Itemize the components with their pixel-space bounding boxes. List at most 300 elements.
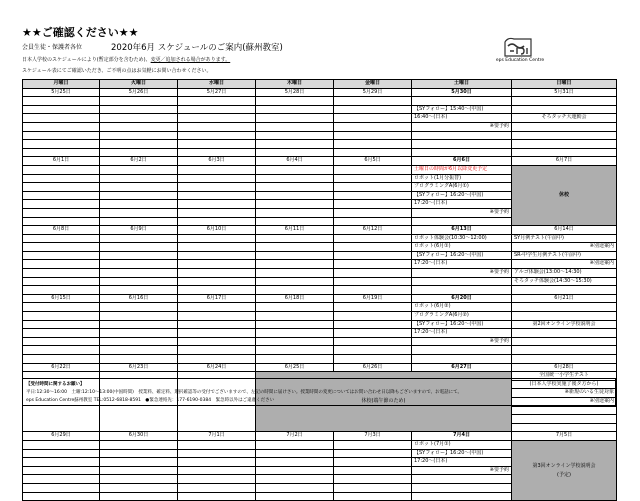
calendar-cell [334, 131, 412, 140]
calendar-cell [334, 269, 412, 278]
date-cell: 5月26日 [100, 88, 178, 97]
calendar-cell [256, 475, 334, 484]
calendar-cell [334, 251, 412, 260]
calendar-cell [23, 243, 100, 252]
date-cell: 7月1日 [178, 432, 256, 441]
calendar-cell [23, 191, 100, 200]
sunday-holiday: 休校 [512, 165, 617, 225]
schedule-note [22, 56, 230, 63]
calendar-cell [178, 337, 256, 346]
sunday-event-block [512, 440, 617, 500]
sunday-line: ※新規のいる生徒対象 [512, 389, 617, 398]
week-line-row [23, 260, 617, 269]
calendar-cell [23, 312, 100, 321]
calendar-cell [256, 329, 334, 338]
date-cell: 6月10日 [178, 226, 256, 235]
saturday-line: ※要予約 [412, 122, 512, 131]
calendar-cell [256, 312, 334, 321]
calendar-cell [23, 475, 100, 484]
date-cell: 5月29日 [334, 88, 412, 97]
calendar-cell [100, 466, 178, 475]
calendar-cell [23, 337, 100, 346]
weekday-2: 水曜日 [178, 80, 256, 89]
week-date-row [23, 294, 617, 303]
calendar-cell [334, 122, 412, 131]
calendar-cell [100, 165, 178, 174]
saturday-line: 【SYフォロー】16:20～(中国) [412, 251, 512, 260]
sunday-line: ※別途案内 [512, 397, 617, 406]
week-line-row [23, 165, 617, 174]
schedule-calendar [22, 79, 617, 501]
calendar-cell [100, 320, 178, 329]
calendar-cell [178, 122, 256, 131]
sunday-line [512, 346, 617, 355]
date-cell: 6月5日 [334, 157, 412, 166]
calendar-cell [100, 458, 178, 467]
sunday-line [512, 148, 617, 157]
calendar-cell [334, 346, 412, 355]
date-cell: 5月30日 [412, 88, 512, 97]
holiday-block: 休校(端午節のため) [256, 372, 512, 432]
calendar-cell [256, 260, 334, 269]
calendar-cell [256, 337, 334, 346]
calendar-cell [178, 492, 256, 501]
date-cell: 5月27日 [178, 88, 256, 97]
calendar-cell [178, 269, 256, 278]
page-title: 2020年6月 スケジュールのご案内(蘇州教室) [111, 43, 283, 53]
sunday-line [512, 406, 617, 415]
sunday-line [512, 97, 617, 106]
weekday-header-row [23, 80, 617, 89]
calendar-cell [334, 148, 412, 157]
week-line-row [23, 337, 617, 346]
calendar-cell [100, 277, 178, 286]
calendar-cell [334, 492, 412, 501]
date-cell: 6月16日 [100, 294, 178, 303]
calendar-cell [334, 475, 412, 484]
calendar-cell [334, 191, 412, 200]
saturday-line: ロボット(6月②) [412, 303, 512, 312]
calendar-cell [23, 122, 100, 131]
week-date-row [23, 363, 617, 372]
date-cell: 5月25日 [23, 88, 100, 97]
calendar-cell [334, 97, 412, 106]
addressee-label: 会員生徒・保護者各位 [22, 44, 83, 51]
calendar-cell [100, 200, 178, 209]
calendar-cell [178, 217, 256, 226]
saturday-line: 【SYフォロー】16:20～(中国) [412, 320, 512, 329]
calendar-cell [178, 312, 256, 321]
week-line-row [23, 243, 617, 252]
calendar-cell [178, 320, 256, 329]
sunday-line [512, 131, 617, 140]
calendar-cell [334, 466, 412, 475]
date-cell: 7月2日 [256, 432, 334, 441]
week-line-row [23, 234, 617, 243]
calendar-cell [178, 208, 256, 217]
calendar-cell [256, 114, 334, 123]
calendar-cell [178, 183, 256, 192]
calendar-cell [100, 131, 178, 140]
calendar-cell [256, 200, 334, 209]
confirm-title: ★★ご確認ください★★ [22, 26, 139, 39]
calendar-cell [178, 449, 256, 458]
calendar-cell [178, 440, 256, 449]
calendar-cell [256, 105, 334, 114]
sunday-line [512, 303, 617, 312]
calendar-cell [100, 449, 178, 458]
sunday-event-line: (予定) [557, 471, 571, 478]
calendar-cell [256, 458, 334, 467]
weekday-0: 月曜日 [23, 80, 100, 89]
calendar-cell [23, 200, 100, 209]
date-cell: 6月1日 [23, 157, 100, 166]
calendar-cell [100, 475, 178, 484]
calendar-cell [256, 183, 334, 192]
calendar-cell [23, 269, 100, 278]
calendar-cell [256, 251, 334, 260]
reception-hours-footer [22, 378, 616, 406]
calendar-cell [23, 346, 100, 355]
saturday-line [412, 286, 512, 295]
calendar-cell [256, 208, 334, 217]
date-cell: 6月28日 [512, 363, 617, 372]
calendar-cell [256, 234, 334, 243]
date-cell: 6月14日 [512, 226, 617, 235]
saturday-line [412, 355, 512, 364]
calendar-cell [334, 440, 412, 449]
calendar-cell [23, 320, 100, 329]
week-line-row [23, 148, 617, 157]
calendar-cell [334, 449, 412, 458]
calendar-cell [256, 243, 334, 252]
calendar-cell [23, 174, 100, 183]
calendar-cell [100, 114, 178, 123]
calendar-cell [334, 329, 412, 338]
calendar-cell [23, 165, 100, 174]
calendar-cell [23, 140, 100, 149]
sunday-line [512, 105, 617, 114]
saturday-line [412, 217, 512, 226]
calendar-cell [256, 97, 334, 106]
calendar-cell [23, 492, 100, 501]
calendar-cell [256, 269, 334, 278]
calendar-cell [100, 174, 178, 183]
calendar-cell [334, 483, 412, 492]
calendar-cell [23, 131, 100, 140]
calendar-cell [100, 217, 178, 226]
date-cell: 6月30日 [100, 432, 178, 441]
calendar-cell [100, 148, 178, 157]
sunday-line: 第2回オンライン学校説明会 [512, 320, 617, 329]
calendar-cell [23, 260, 100, 269]
date-cell: 6月6日 [412, 157, 512, 166]
saturday-line [412, 140, 512, 149]
saturday-line [412, 492, 512, 501]
calendar-cell [256, 174, 334, 183]
calendar-cell [100, 191, 178, 200]
sunday-event-line: 第3回オンライン学校説明会 [532, 462, 596, 469]
calendar-cell [178, 148, 256, 157]
calendar-cell [178, 200, 256, 209]
date-cell: 6月15日 [23, 294, 100, 303]
calendar-cell [100, 105, 178, 114]
weekday-4: 金曜日 [334, 80, 412, 89]
calendar-cell [178, 114, 256, 123]
calendar-cell [334, 183, 412, 192]
saturday-line [412, 131, 512, 140]
calendar-cell [256, 140, 334, 149]
sunday-line [512, 415, 617, 424]
saturday-line: ロボット(1月分振替) [412, 174, 512, 183]
sunday-line [512, 329, 617, 338]
saturday-line [412, 483, 512, 492]
calendar-cell [256, 191, 334, 200]
calendar-cell [334, 286, 412, 295]
week-line-row [23, 140, 617, 149]
calendar-cell [100, 483, 178, 492]
calendar-cell [334, 174, 412, 183]
week-line-row [23, 320, 617, 329]
calendar-cell [256, 492, 334, 501]
calendar-cell [178, 483, 256, 492]
week-date-row [23, 226, 617, 235]
week-line-row [23, 251, 617, 260]
calendar-cell [256, 131, 334, 140]
date-cell: 6月22日 [23, 363, 100, 372]
calendar-cell [178, 466, 256, 475]
calendar-cell [100, 140, 178, 149]
date-cell: 6月27日 [412, 363, 512, 372]
saturday-line: 17:20～(日本) [412, 329, 512, 338]
sunday-line [512, 355, 617, 364]
logo-text: eps Education Centre [495, 58, 545, 63]
date-cell: 7月3日 [334, 432, 412, 441]
weekday-3: 木曜日 [256, 80, 334, 89]
calendar-cell [23, 329, 100, 338]
calendar-cell [334, 217, 412, 226]
week-line-row [23, 269, 617, 278]
sunday-line: SR-中学生月例テスト(午前中) [512, 251, 617, 260]
calendar-cell [256, 303, 334, 312]
weekday-1: 火曜日 [100, 80, 178, 89]
calendar-cell [178, 458, 256, 467]
calendar-cell [100, 260, 178, 269]
saturday-line: 17:20～(日本) [412, 458, 512, 467]
week-line-row [23, 355, 617, 364]
calendar-cell [256, 355, 334, 364]
calendar-cell [256, 466, 334, 475]
date-cell: 6月25日 [256, 363, 334, 372]
calendar-cell [100, 337, 178, 346]
sunday-line: (日本人学校実施了後タ方から) [512, 380, 617, 389]
footer-title: 【受付時間に関するお願い】 [26, 382, 85, 387]
date-cell: 6月20日 [412, 294, 512, 303]
calendar-cell [334, 200, 412, 209]
calendar-cell [23, 97, 100, 106]
calendar-cell [23, 234, 100, 243]
date-cell: 6月17日 [178, 294, 256, 303]
date-cell: 6月29日 [23, 432, 100, 441]
calendar-cell [100, 251, 178, 260]
calendar-cell [100, 329, 178, 338]
calendar-cell [334, 260, 412, 269]
saturday-line: ※要予約 [412, 337, 512, 346]
calendar-cell [178, 131, 256, 140]
saturday-line: ロボット(6月①) [412, 243, 512, 252]
calendar-cell [100, 234, 178, 243]
sunday-line: ※別途案内 [512, 260, 617, 269]
calendar-cell [334, 208, 412, 217]
calendar-cell [334, 234, 412, 243]
calendar-cell [23, 208, 100, 217]
saturday-line [412, 475, 512, 484]
calendar-cell [100, 303, 178, 312]
calendar-cell [100, 355, 178, 364]
sunday-line [512, 286, 617, 295]
saturday-line: 17:20～(日本) [412, 260, 512, 269]
weekday-6: 日曜日 [512, 80, 617, 89]
date-cell: 6月24日 [178, 363, 256, 372]
calendar-cell [334, 165, 412, 174]
sunday-line [512, 122, 617, 131]
calendar-cell [256, 286, 334, 295]
calendar-cell [178, 329, 256, 338]
sunday-line [512, 140, 617, 149]
footer-hours: 平日:12:30～16:00 土曜:12:10～13:00(中国時間) 授業料、確定料、選択確認等の受付でございますので、左記の時間に届けさい。授業時間の変更についてはお問い合わせ日以降もございますので、お電話にて。 [26, 390, 463, 395]
calendar-cell [23, 183, 100, 192]
saturday-line [412, 277, 512, 286]
calendar-cell [23, 251, 100, 260]
sunday-line: SY月例テスト(午前中) [512, 234, 617, 243]
calendar-cell [256, 165, 334, 174]
calendar-cell [178, 105, 256, 114]
calendar-cell [23, 483, 100, 492]
date-cell: 6月3日 [178, 157, 256, 166]
calendar-cell [178, 174, 256, 183]
date-cell: 6月21日 [512, 294, 617, 303]
date-cell: 6月9日 [100, 226, 178, 235]
calendar-cell [334, 140, 412, 149]
saturday-line: プログラミングA(6月②) [412, 312, 512, 321]
change-notice: 変更／追加される場合があります。 [150, 57, 231, 63]
calendar-cell [334, 303, 412, 312]
saturday-line: 【SYフォロー】16:20～(中国) [412, 449, 512, 458]
calendar-cell [334, 355, 412, 364]
saturday-line: 【SYフォロー】15:40～(中国) [412, 105, 512, 114]
calendar-cell [100, 312, 178, 321]
date-cell: 6月2日 [100, 157, 178, 166]
saturday-line: ※要予約 [412, 208, 512, 217]
calendar-cell [334, 114, 412, 123]
calendar-cell [23, 303, 100, 312]
calendar-cell [178, 234, 256, 243]
calendar-cell [23, 148, 100, 157]
date-cell: 6月8日 [23, 226, 100, 235]
logo [470, 36, 570, 66]
calendar-cell [256, 148, 334, 157]
calendar-cell [256, 483, 334, 492]
calendar-cell [100, 286, 178, 295]
date-cell: 5月31日 [512, 88, 617, 97]
calendar-cell [178, 346, 256, 355]
calendar-cell [334, 458, 412, 467]
calendar-cell [23, 355, 100, 364]
calendar-cell [178, 277, 256, 286]
calendar-cell [256, 217, 334, 226]
date-cell: 7月4日 [412, 432, 512, 441]
week-line-row [23, 114, 617, 123]
date-cell: 6月4日 [256, 157, 334, 166]
calendar-cell [256, 277, 334, 286]
week-line-row [23, 346, 617, 355]
week-line-row [23, 312, 617, 321]
calendar-cell [178, 251, 256, 260]
calendar-cell [334, 320, 412, 329]
saturday-line: 土曜日の時間が6月以降変更予定 [412, 165, 512, 174]
calendar-cell [178, 243, 256, 252]
calendar-cell [23, 105, 100, 114]
week-line-row [23, 286, 617, 295]
calendar-cell [334, 243, 412, 252]
calendar-cell [334, 277, 412, 286]
calendar-cell [256, 449, 334, 458]
saturday-line: ロボット(7月①) [412, 440, 512, 449]
date-cell: 6月26日 [334, 363, 412, 372]
calendar-cell [23, 440, 100, 449]
calendar-cell [178, 475, 256, 484]
sunday-line: アルゴ体験会(13:00～14:30) [512, 269, 617, 278]
date-cell: 5月28日 [256, 88, 334, 97]
calendar-cell [334, 312, 412, 321]
calendar-cell [23, 458, 100, 467]
date-cell: 6月19日 [334, 294, 412, 303]
calendar-cell [256, 346, 334, 355]
calendar-cell [100, 208, 178, 217]
sunday-line [512, 423, 617, 432]
calendar-cell [256, 320, 334, 329]
saturday-line [412, 346, 512, 355]
week-line-row [23, 97, 617, 106]
saturday-line: 17:20～(日本) [412, 200, 512, 209]
calendar-cell [334, 337, 412, 346]
calendar-cell [100, 492, 178, 501]
week-line-row [23, 122, 617, 131]
weekday-5: 土曜日 [412, 80, 512, 89]
inquiry-note: スケジュール表にてご確認いただき、ご不明の点はお気軽にお問い合わせください。 [22, 68, 212, 74]
calendar-cell [100, 97, 178, 106]
calendar-cell [100, 440, 178, 449]
saturday-line [412, 97, 512, 106]
date-cell: 6月23日 [100, 363, 178, 372]
saturday-line [412, 148, 512, 157]
schedule-note-text: 日本人学校のスケジュールにより(暫定部分を含むため)、 [22, 57, 151, 63]
week-date-row [23, 157, 617, 166]
calendar-cell [23, 277, 100, 286]
footer-contact: eps Education Centre蘇州教室 TEL:0512-6818-8591 ●緊急連絡先：177-6190-0384 緊急時以外はご遠慮ください [26, 398, 275, 403]
date-cell: 6月7日 [512, 157, 617, 166]
calendar-cell [178, 286, 256, 295]
saturday-line: ※要予約 [412, 269, 512, 278]
saturday-line: ロボット体験会(10:30～12:00) [412, 234, 512, 243]
calendar-cell [178, 355, 256, 364]
week-line-row [23, 131, 617, 140]
week-line-row [23, 329, 617, 338]
week-line-row [23, 303, 617, 312]
calendar-cell [178, 165, 256, 174]
sunday-line: そろタッチ大運動会 [512, 114, 617, 123]
calendar-cell [256, 122, 334, 131]
